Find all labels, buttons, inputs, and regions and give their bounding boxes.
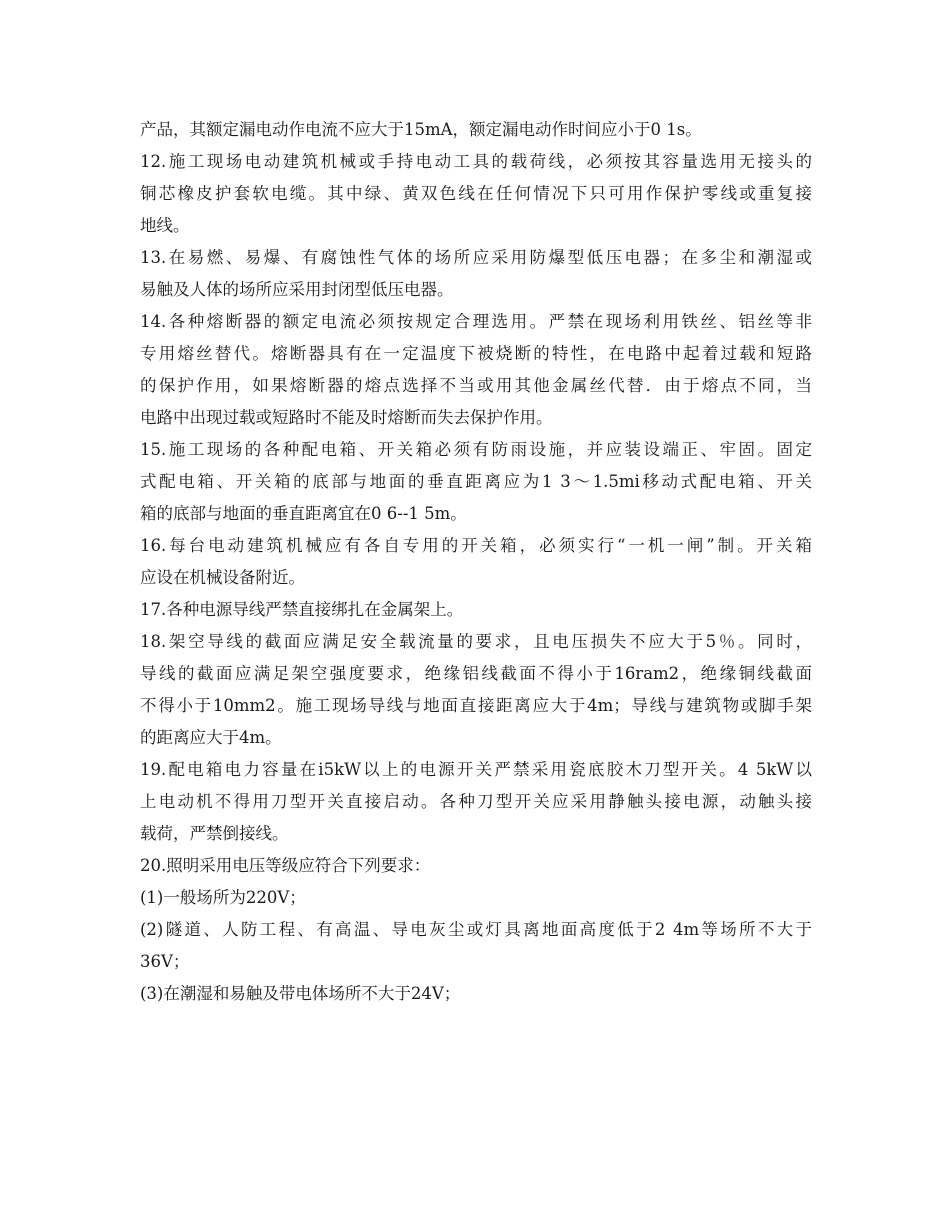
text-line: 电路中出现过载或短路时不能及时熔断而失去保护作用。: [140, 408, 553, 427]
text-line: 箱的底部与地面的垂直距离宜在0 6--1 5m。: [140, 504, 467, 523]
body-text: [140, 114, 812, 1010]
text-line: 式配电箱、开关箱的底部与地面的垂直距离应为1 3～1.5mi移动式配电箱、开关: [140, 472, 812, 491]
text-line: 产品，其额定漏电动作电流不应大于15mA，额定漏电动作时间应小于0 1s。: [140, 120, 702, 139]
text-line: 18.架空导线的截面应满足安全载流量的要求，且电压损失不应大于5％。同时，: [140, 632, 812, 651]
text-line: 15.施工现场的各种配电箱、开关箱必须有防雨设施，并应装设端正、牢固。固定: [140, 440, 812, 459]
text-line: 载荷，严禁倒接线。: [140, 824, 289, 843]
text-line: 17.各种电源导线严禁直接绑扎在金属架上。: [140, 600, 464, 619]
text-line: 不得小于10mm2。施工现场导线与地面直接距离应大于4m；导线与建筑物或脚手架: [140, 696, 812, 715]
text-line: 铜芯橡皮护套软电缆。其中绿、黄双色线在任何情况下只可用作保护零线或重复接: [140, 184, 812, 203]
text-line: 36V；: [140, 952, 190, 971]
text-line: 的距离应大于4m。: [140, 728, 282, 747]
text-line: 上电动机不得用刀型开关直接启动。各种刀型开关应采用静触头接电源，动触头接: [140, 792, 812, 811]
text-line: (1)一般场所为220V；: [140, 888, 306, 907]
text-line: 地线。: [140, 216, 190, 235]
text-line: 16.每台电动建筑机械应有各自专用的开关箱，必须实行“一机一闸”制。开关箱: [140, 536, 812, 555]
text-line: 20.照明采用电压等级应符合下列要求：: [140, 856, 431, 875]
text-line: (2)隧道、人防工程、有高温、导电灰尘或灯具离地面高度低于2 4m等场所不大于: [140, 920, 812, 939]
text-line: 13.在易燃、易爆、有腐蚀性气体的场所应采用防爆型低压电器；在多尘和潮湿或: [140, 248, 812, 267]
text-line: 易触及人体的场所应采用封闭型低压电器。: [140, 280, 454, 299]
text-line: 的保护作用，如果熔断器的熔点选择不当或用其他金属丝代替．由于熔点不同，当: [140, 376, 812, 395]
text-line: 导线的截面应满足架空强度要求，绝缘铝线截面不得小于16ram2，绝缘铜线截面: [140, 664, 812, 683]
text-line: 12.施工现场电动建筑机械或手持电动工具的载荷线，必须按其容量选用无接头的: [140, 152, 812, 171]
text-line: (3)在潮湿和易触及带电体场所不大于24V；: [140, 984, 461, 1003]
text-line: 应设在机械设备附近。: [140, 568, 305, 587]
text-line: 19.配电箱电力容量在i5kW以上的电源开关严禁采用瓷底胶木刀型开关。4 5kW以: [140, 760, 812, 779]
text-line: 专用熔丝替代。熔断器具有在一定温度下被烧断的特性，在电路中起着过载和短路: [140, 344, 812, 363]
text-line: 14.各种熔断器的额定电流必须按规定合理选用。严禁在现场利用铁丝、铝丝等非: [140, 312, 812, 331]
